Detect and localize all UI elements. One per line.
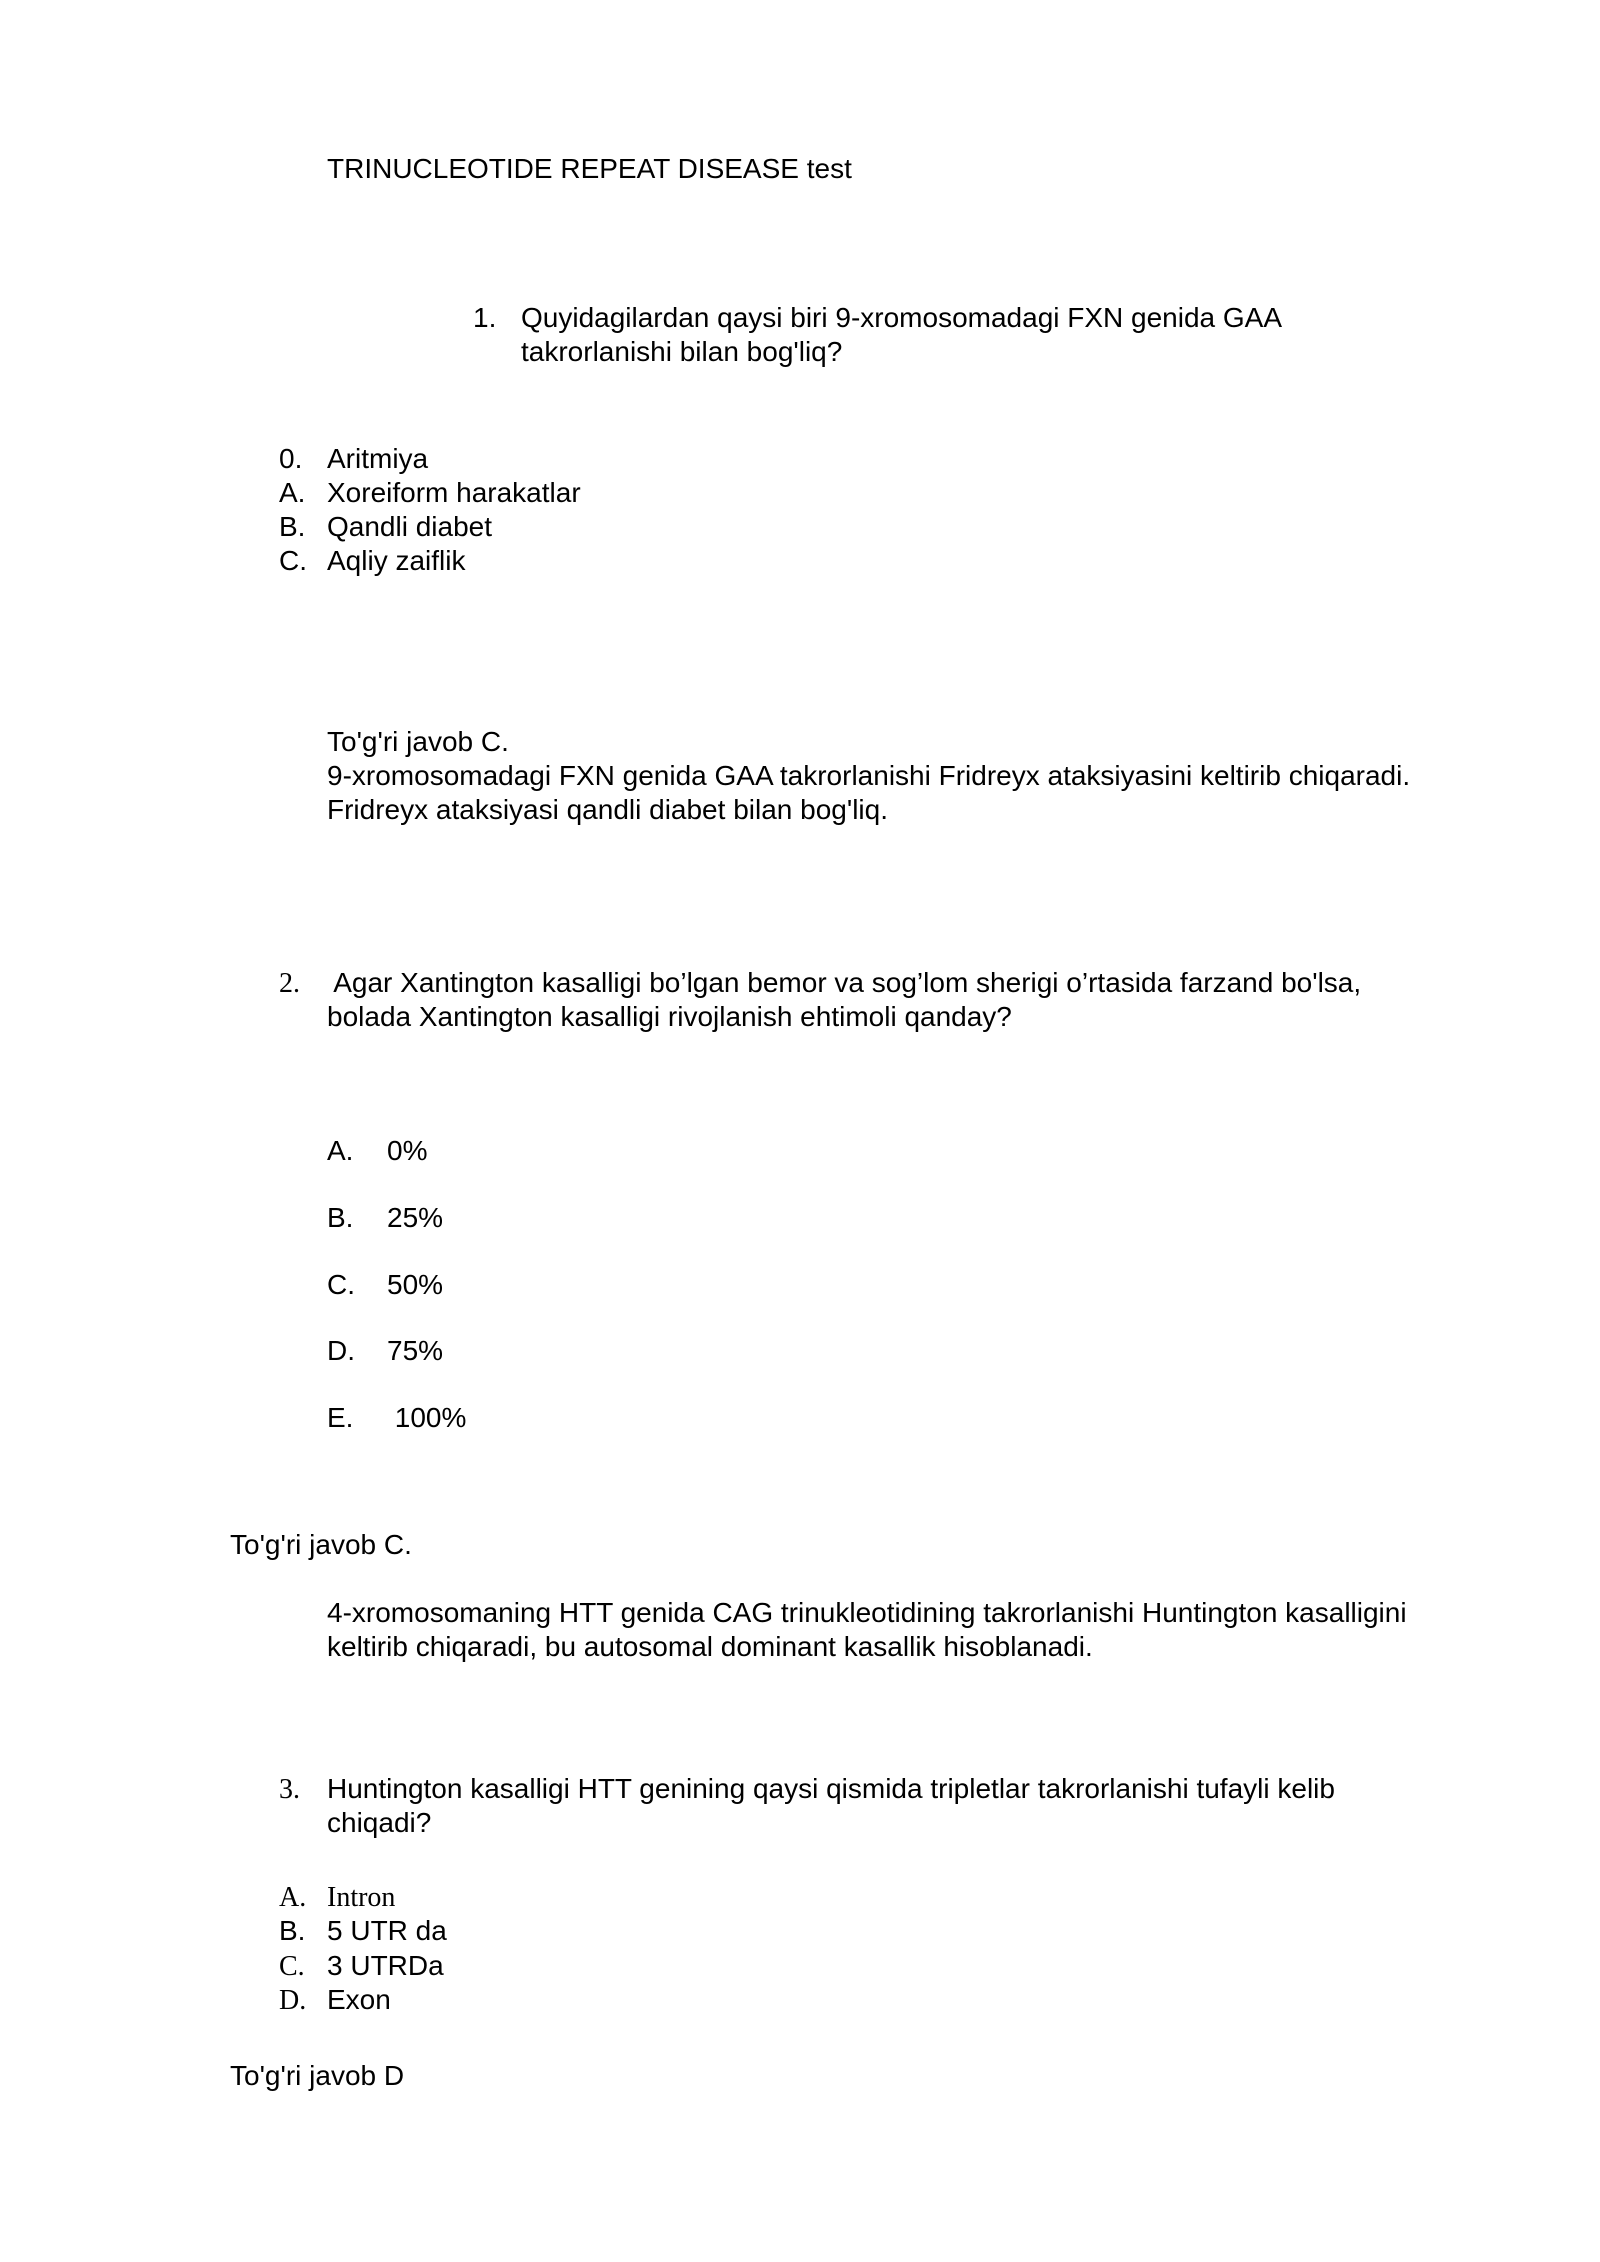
option-marker: E. [327, 1402, 354, 1433]
option-row [279, 1949, 444, 1984]
option-row [327, 1401, 466, 1435]
option-row [279, 1914, 447, 1948]
question-text-line-1: Quyidagilardan qaysi biri 9-xromosomadagi FXN genida GAA [521, 302, 1283, 333]
option-row [279, 1880, 395, 1915]
option-text: 5 UTR da [327, 1915, 447, 1946]
question-1 [473, 301, 1282, 335]
explanation-line-2: keltirib chiqaradi, bu autosomal dominant kasallik hisoblanadi. [327, 1631, 1093, 1662]
option-marker: C. [327, 1269, 355, 1300]
document-title: TRINUCLEOTIDE REPEAT DISEASE test [327, 153, 852, 184]
explanation-line-1: 9-xromosomadagi FXN genida GAA takrorlanishi Fridreyx ataksiyasini keltirib chiqaradi. [327, 760, 1411, 791]
option-row [327, 1134, 427, 1168]
option-marker: C. [279, 545, 307, 576]
option-text: Intron [327, 1882, 396, 1913]
explanation-line-1: 4-xromosomaning HTT genida CAG trinukleotidining takrorlanishi Huntington kasalligini [327, 1597, 1407, 1628]
question-number: 1. [473, 302, 497, 333]
option-text: 3 UTRDa [327, 1950, 444, 1981]
question-text-line-1: Huntington kasalligi HTT genining qaysi qismida tripletlar takrorlanishi tufayli kelib [327, 1773, 1335, 1804]
option-marker: D. [327, 1335, 355, 1366]
option-marker: 0. [279, 443, 303, 474]
option-text: Xoreiform harakatlar [327, 477, 581, 508]
question-number: 3. [279, 1774, 300, 1805]
option-marker: B. [279, 511, 306, 542]
question-3 [279, 1772, 1335, 1807]
option-marker: B. [327, 1202, 354, 1233]
option-row [327, 1334, 443, 1368]
option-text: Qandli diabet [327, 511, 493, 542]
option-text: 25% [387, 1202, 444, 1233]
option-text: Aritmiya [327, 443, 429, 474]
option-row [327, 1268, 443, 1302]
option-text: 100% [387, 1402, 467, 1433]
option-text: Aqliy zaiflik [327, 545, 466, 576]
question-number: 2. [279, 968, 300, 999]
option-row [279, 544, 465, 578]
explanation-line-2: Fridreyx ataksiyasi qandli diabet bilan bog'liq. [327, 794, 888, 825]
question-text-line-2: takrorlanishi bilan bog'liq? [521, 336, 843, 367]
option-row [279, 476, 581, 510]
option-text: 50% [387, 1269, 444, 1300]
answer-text: To'g'ri javob C. [327, 726, 509, 757]
option-text: 0% [387, 1135, 428, 1166]
option-marker: A. [279, 477, 306, 508]
answer-text: To'g'ri javob D [230, 2060, 405, 2091]
option-text: Exon [327, 1984, 391, 2015]
option-marker: C. [279, 1951, 305, 1982]
option-text: 75% [387, 1335, 444, 1366]
option-row [279, 442, 428, 476]
question-text-line-1: Agar Xantington kasalligi bo’lgan bemor va sog’lom sherigi o’rtasida farzand bo'lsa, [327, 967, 1362, 998]
option-marker: A. [327, 1135, 354, 1166]
option-marker: D. [279, 1985, 307, 2016]
option-marker: B. [279, 1915, 306, 1946]
option-row [279, 510, 492, 544]
option-row [279, 1983, 391, 2018]
option-marker: A. [279, 1882, 307, 1913]
option-row [327, 1201, 443, 1235]
question-text-line-2: bolada Xantington kasalligi rivojlanish ehtimoli qanday? [327, 1001, 1012, 1032]
question-2 [279, 966, 1361, 1001]
question-text-line-2: chiqadi? [327, 1807, 432, 1838]
answer-text: To'g'ri javob C. [230, 1529, 412, 1560]
